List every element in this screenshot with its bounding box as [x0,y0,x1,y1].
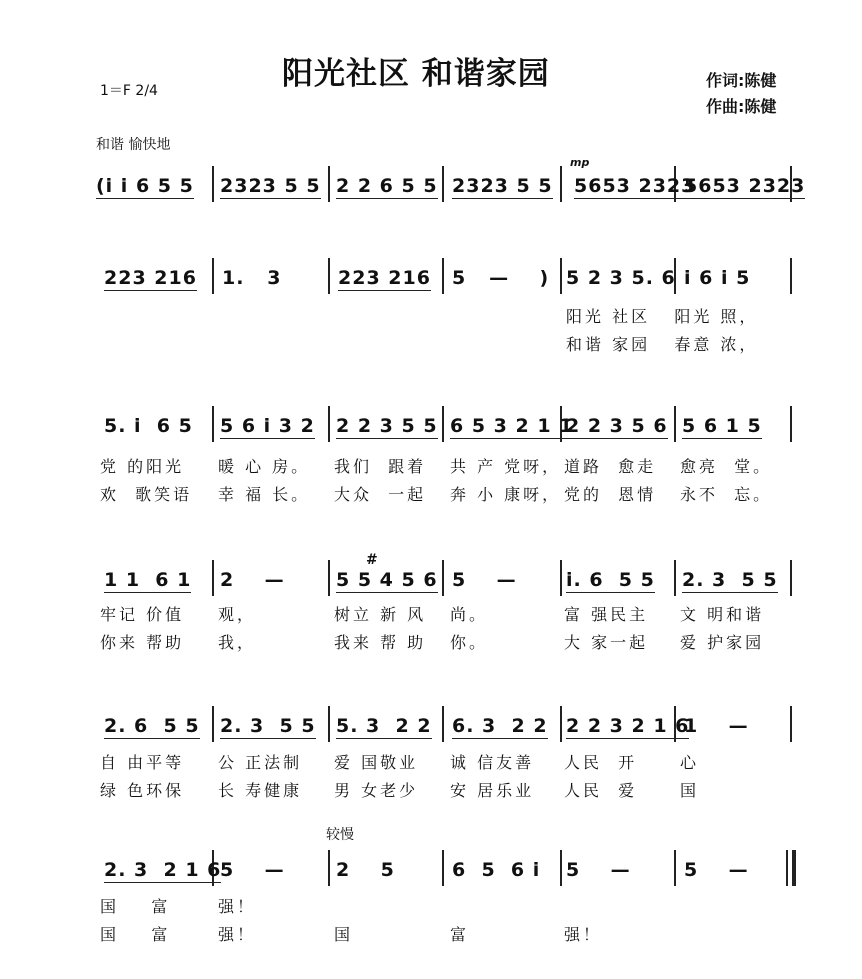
lyric-verse-1: 我们 跟着 [334,457,427,476]
score-row-1 [0,156,862,226]
measure: 2 — [220,569,285,591]
measure: 2323 5 5 [452,175,553,197]
lyric-verse-2: 爱 护家园 [680,633,765,652]
measure: 2. 6 5 5 [104,715,200,737]
composer-credit: 作曲:陈健 [706,97,777,116]
lyric-verse-2: 我， [218,633,257,652]
measure: 5 — [220,859,285,881]
measure: 5 5 4 5 6 [336,569,438,591]
measure: 5653 2323 [574,175,696,197]
score-row-5 [0,706,862,800]
measure: 2 2 3 5 6 [566,415,668,437]
sharp-sign: # [366,552,378,568]
lyric-verse-2: 我来 帮 助 [334,633,427,652]
lyric-verse-2: 富 [450,925,470,944]
lyric-verse-1: 国 富 [100,897,171,916]
lyric-verse-2: 安 居乐业 [450,781,535,800]
measure: 2 2 6 5 5 [336,175,438,197]
measure: 2. 3 2 1 6 [104,859,222,881]
measure: 6 5 3 2 1 1 [450,415,574,437]
measure: 223 216 [338,267,431,289]
lyric-verse-1: 愈亮 堂。 [680,457,773,476]
lyric-verse-1: 自 由平等 [100,753,185,772]
measure: 5. 3 2 2 [336,715,432,737]
measure: 2323 5 5 [220,175,321,197]
measure: 2 2 3 2 1 6 [566,715,690,737]
lyric-verse-1: 道路 愈走 [564,457,657,476]
score-row-6 [0,827,862,944]
lyric-verse-2: 强！ [564,925,603,944]
score-row-2 [0,258,862,354]
measure: 5 — ) [452,267,550,289]
lyric-verse-2: 永不 忘。 [680,485,773,504]
lyric-verse-1: 牢记 价值 [100,605,185,624]
lyric-verse-1: 人民 开 [564,753,638,772]
lyric-verse-2: 大众 一起 [334,485,427,504]
tempo-change: 较慢 [326,827,354,843]
dynamic-mp: mp [570,156,590,169]
lyric-verse-1: 树立 新 风 [334,605,427,624]
score-row-4 [0,552,862,652]
lyric-verse-1: 阳光 社区 阳光 照， [566,307,759,326]
lyric-verse-2: 国 [334,925,354,944]
lyric-verse-2: 人民 爱 [564,781,638,800]
lyric-verse-1: 诚 信友善 [450,753,535,772]
lyric-verse-2: 绿 色环保 [100,781,185,800]
lyric-verse-2: 长 寿健康 [218,781,303,800]
measure: 2 5 [336,859,395,881]
lyric-verse-1: 尚。 [450,605,489,624]
lyric-verse-2: 党的 恩情 [564,485,657,504]
measure: (i i 6 5 5 [96,175,194,197]
lyric-verse-2: 你来 帮助 [100,633,185,652]
measure: i 6 i 5 [684,267,751,289]
lyric-verse-1: 共 产 党呀， [450,457,562,476]
lyric-verse-2: 国 [680,781,700,800]
lyric-verse-1: 暖 心 房。 [218,457,311,476]
lyric-verse-1: 党 的阳光 [100,457,185,476]
lyric-verse-2: 大 家一起 [564,633,649,652]
lyric-verse-1: 强！ [218,897,257,916]
measure: 5. i 6 5 [104,415,193,437]
lyric-verse-2: 强！ [218,925,257,944]
measure: 2. 3 5 5 [682,569,778,591]
lyric-verse-2: 幸 福 长。 [218,485,311,504]
measure: 5653 2323 [684,175,806,197]
key-signature: 1＝F 2/4 [100,83,158,99]
score-row-3 [0,406,862,504]
measure: 5 — [566,859,631,881]
lyric-verse-1: 观， [218,605,257,624]
lyric-verse-2: 男 女老少 [334,781,419,800]
measure: 6. 3 2 2 [452,715,548,737]
measure: 5 — [684,859,749,881]
lyric-verse-1: 公 正法制 [218,753,303,772]
measure: 6 5 6 i [452,859,541,881]
measure: 1. 3 [222,267,282,289]
measure: 2. 3 5 5 [220,715,316,737]
measure: 5 2 3 5. 6 [566,267,676,289]
lyric-verse-1: 爱 国敬业 [334,753,419,772]
measure: 5 6 i 3 2 [220,415,315,437]
lyric-verse-1: 心 [680,753,700,772]
lyric-verse-2: 奔 小 康呀， [450,485,562,504]
lyricist-credit: 作词:陈健 [706,71,777,90]
measure: 223 216 [104,267,197,289]
tempo-marking: 和谐 愉快地 [96,137,171,153]
measure: i. 6 5 5 [566,569,655,591]
measure: 5 6 1 5 [682,415,762,437]
lyric-verse-1: 文 明和谐 [680,605,765,624]
lyric-verse-2: 你。 [450,633,489,652]
lyric-verse-1: 富 强民主 [564,605,649,624]
measure: 5 — [452,569,517,591]
measure: 1 1 6 1 [104,569,192,591]
lyric-verse-2: 和谐 家园 春意 浓， [566,335,759,354]
lyric-verse-2: 欢 歌笑语 [100,485,193,504]
song-title: 阳光社区 和谐家园 [282,56,550,92]
measure: 2 2 3 5 5 [336,415,438,437]
lyric-verse-2: 国 富 [100,925,171,944]
measure: 1 — [684,715,749,737]
